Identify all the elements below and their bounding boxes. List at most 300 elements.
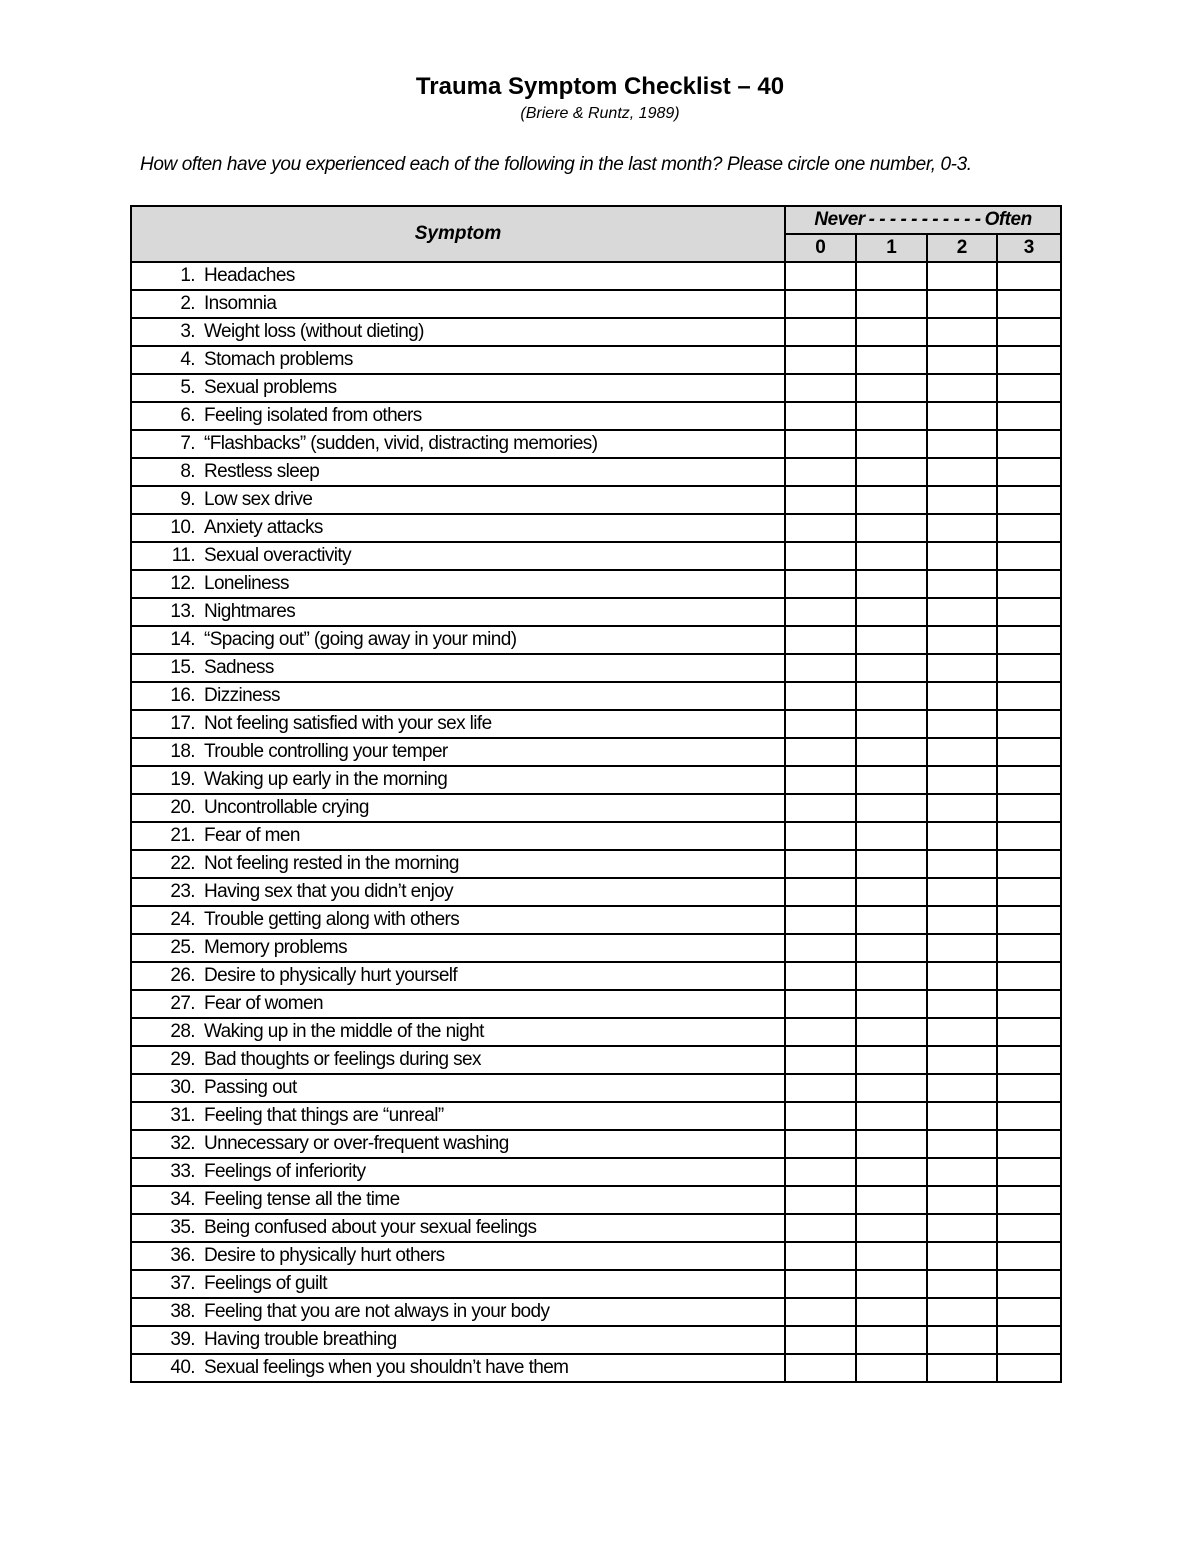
rating-cell-0[interactable] [785,822,856,850]
rating-cell-3[interactable] [997,1242,1061,1270]
symptom-cell [131,1102,785,1130]
item-number: 13. [170,601,195,622]
item-number: 22. [170,853,195,874]
rating-cell-1[interactable] [856,990,927,1018]
rating-cell-3[interactable] [997,934,1061,962]
table-row [131,1354,1061,1382]
symptom-cell [131,1214,785,1242]
symptom-cell [131,822,785,850]
symptom-cell [131,626,785,654]
table-row [131,1186,1061,1214]
symptom-cell [131,1046,785,1074]
rating-cell-1[interactable] [856,1018,927,1046]
item-text: Uncontrollable crying [204,797,369,818]
rating-cell-2[interactable] [927,262,997,290]
frequency-scale-header [785,206,1061,234]
rating-cell-2[interactable] [927,1214,997,1242]
item-number: 29. [170,1049,195,1070]
item-number: 6. [180,405,195,426]
rating-cell-3[interactable] [997,346,1061,374]
rating-cell-2[interactable] [927,682,997,710]
item-number: 32. [170,1133,195,1154]
rating-cell-2[interactable] [927,542,997,570]
symptom-cell [131,906,785,934]
rating-cell-3[interactable] [997,1074,1061,1102]
rating-cell-1[interactable] [856,1130,927,1158]
rating-cell-2[interactable] [927,766,997,794]
item-text: Desire to physically hurt yourself [204,965,458,986]
symptom-cell [131,542,785,570]
symptom-cell [131,682,785,710]
rating-cell-3[interactable] [997,1214,1061,1242]
rating-cell-2[interactable] [927,1354,997,1382]
rating-cell-3[interactable] [997,1130,1061,1158]
rating-cell-0[interactable] [785,1214,856,1242]
table-row [131,626,1061,654]
rating-cell-2[interactable] [927,710,997,738]
item-text: Fear of women [204,993,323,1014]
item-text: Being confused about your sexual feelings [204,1217,537,1238]
item-number: 30. [170,1077,195,1098]
rating-cell-0[interactable] [785,458,856,486]
rating-cell-1[interactable] [856,766,927,794]
rating-cell-2[interactable] [927,990,997,1018]
table-row [131,1102,1061,1130]
item-text: Sexual problems [204,377,337,398]
rating-cell-0[interactable] [785,318,856,346]
symptom-cell [131,962,785,990]
rating-cell-2[interactable] [927,1130,997,1158]
rating-header-3: 3 [997,234,1061,262]
table-row [131,542,1061,570]
table-row [131,766,1061,794]
rating-cell-2[interactable] [927,430,997,458]
rating-cell-2[interactable] [927,1298,997,1326]
symptom-cell [131,766,785,794]
rating-cell-3[interactable] [997,766,1061,794]
rating-cell-2[interactable] [927,1158,997,1186]
item-number: 9. [180,489,195,510]
item-number: 7. [180,433,195,454]
table-row [131,794,1061,822]
rating-cell-3[interactable] [997,990,1061,1018]
item-number: 34. [170,1189,195,1210]
symptom-cell [131,290,785,318]
item-text: “Flashbacks” (sudden, vivid, distracting memories) [204,433,598,454]
rating-cell-0[interactable] [785,1298,856,1326]
rating-cell-2[interactable] [927,822,997,850]
symptom-cell [131,738,785,766]
item-text: Dizziness [204,685,280,706]
item-number: 36. [170,1245,195,1266]
rating-cell-2[interactable] [927,402,997,430]
item-number: 16. [170,685,195,706]
rating-cell-0[interactable] [785,514,856,542]
item-text: Loneliness [204,573,289,594]
rating-cell-1[interactable] [856,318,927,346]
symptom-cell [131,598,785,626]
item-text: Feeling isolated from others [204,405,422,426]
rating-cell-0[interactable] [785,430,856,458]
item-text: Sexual feelings when you shouldn’t have them [204,1357,569,1378]
rating-cell-1[interactable] [856,1326,927,1354]
rating-cell-1[interactable] [856,822,927,850]
item-number: 19. [170,769,195,790]
symptom-cell [131,374,785,402]
item-text: Passing out [204,1077,297,1098]
rating-cell-1[interactable] [856,962,927,990]
symptom-cell [131,1242,785,1270]
table-row [131,990,1061,1018]
item-text: Anxiety attacks [204,517,323,538]
item-number: 15. [170,657,195,678]
rating-cell-1[interactable] [856,934,927,962]
item-number: 25. [170,937,195,958]
rating-cell-3[interactable] [997,850,1061,878]
table-row [131,598,1061,626]
rating-cell-2[interactable] [927,1046,997,1074]
rating-cell-0[interactable] [785,1158,856,1186]
item-number: 23. [170,881,195,902]
rating-cell-2[interactable] [927,934,997,962]
rating-cell-0[interactable] [785,374,856,402]
rating-cell-0[interactable] [785,1326,856,1354]
table-row [131,262,1061,290]
item-text: Not feeling satisfied with your sex life [204,713,492,734]
item-text: Trouble getting along with others [204,909,460,930]
rating-cell-2[interactable] [927,374,997,402]
rating-cell-2[interactable] [927,570,997,598]
rating-cell-3[interactable] [997,262,1061,290]
table-row [131,486,1061,514]
item-text: Stomach problems [204,349,353,370]
table-row [131,430,1061,458]
symptom-cell [131,262,785,290]
rating-cell-1[interactable] [856,346,927,374]
rating-cell-3[interactable] [997,1018,1061,1046]
rating-cell-3[interactable] [997,878,1061,906]
table-row [131,682,1061,710]
symptom-cell [131,346,785,374]
rating-cell-3[interactable] [997,1102,1061,1130]
rating-cell-1[interactable] [856,374,927,402]
rating-cell-1[interactable] [856,710,927,738]
rating-cell-0[interactable] [785,626,856,654]
rating-cell-0[interactable] [785,402,856,430]
rating-cell-1[interactable] [856,290,927,318]
scale-dashes: - - - - - - - - - - - [868,209,981,230]
item-text: “Spacing out” (going away in your mind) [204,629,517,650]
rating-cell-2[interactable] [927,458,997,486]
item-number: 40. [170,1357,195,1378]
item-number: 8. [180,461,195,482]
rating-cell-3[interactable] [997,402,1061,430]
rating-cell-1[interactable] [856,402,927,430]
rating-cell-0[interactable] [785,710,856,738]
symptom-column-header: Symptom [131,206,785,262]
rating-cell-2[interactable] [927,1074,997,1102]
rating-cell-3[interactable] [997,654,1061,682]
table-row [131,1074,1061,1102]
item-text: Headaches [204,265,295,286]
rating-cell-3[interactable] [997,1158,1061,1186]
rating-cell-3[interactable] [997,1354,1061,1382]
item-text: Insomnia [204,293,277,314]
rating-cell-1[interactable] [856,542,927,570]
rating-cell-1[interactable] [856,1354,927,1382]
rating-cell-3[interactable] [997,458,1061,486]
table-row [131,934,1061,962]
table-row [131,962,1061,990]
rating-cell-3[interactable] [997,514,1061,542]
rating-cell-3[interactable] [997,318,1061,346]
rating-cell-2[interactable] [927,878,997,906]
rating-cell-3[interactable] [997,290,1061,318]
rating-cell-0[interactable] [785,290,856,318]
item-number: 33. [170,1161,195,1182]
item-text: Waking up early in the morning [204,769,448,790]
rating-cell-1[interactable] [856,430,927,458]
rating-cell-1[interactable] [856,1102,927,1130]
symptom-cell [131,1130,785,1158]
rating-cell-1[interactable] [856,1046,927,1074]
rating-cell-3[interactable] [997,738,1061,766]
rating-cell-2[interactable] [927,1018,997,1046]
rating-cell-3[interactable] [997,822,1061,850]
item-number: 2. [180,293,195,314]
rating-cell-2[interactable] [927,486,997,514]
item-text: Sexual overactivity [204,545,352,566]
rating-cell-0[interactable] [785,1074,856,1102]
item-number: 4. [180,349,195,370]
item-number: 26. [170,965,195,986]
rating-cell-0[interactable] [785,850,856,878]
rating-cell-3[interactable] [997,906,1061,934]
table-row [131,402,1061,430]
rating-cell-3[interactable] [997,1046,1061,1074]
rating-cell-3[interactable] [997,962,1061,990]
item-text: Feeling that you are not always in your body [204,1301,550,1322]
rating-cell-2[interactable] [927,906,997,934]
item-text: Sadness [204,657,274,678]
rating-header-1: 1 [856,234,927,262]
rating-cell-2[interactable] [927,654,997,682]
item-text: Weight loss (without dieting) [204,321,424,342]
symptom-cell [131,710,785,738]
item-number: 38. [170,1301,195,1322]
rating-cell-0[interactable] [785,346,856,374]
symptom-cell [131,654,785,682]
table-row [131,1158,1061,1186]
scale-high-label: Often [984,209,1032,230]
rating-cell-2[interactable] [927,794,997,822]
rating-cell-2[interactable] [927,738,997,766]
rating-cell-1[interactable] [856,1270,927,1298]
table-row [131,822,1061,850]
rating-cell-0[interactable] [785,906,856,934]
rating-cell-0[interactable] [785,682,856,710]
symptom-cell [131,430,785,458]
table-row [131,1046,1061,1074]
rating-cell-3[interactable] [997,598,1061,626]
rating-cell-0[interactable] [785,654,856,682]
rating-cell-1[interactable] [856,486,927,514]
symptom-cell [131,402,785,430]
item-number: 31. [170,1105,195,1126]
rating-cell-1[interactable] [856,598,927,626]
rating-cell-2[interactable] [927,1186,997,1214]
item-number: 39. [170,1329,195,1350]
rating-cell-2[interactable] [927,1102,997,1130]
item-number: 1. [180,265,195,286]
table-row [131,1130,1061,1158]
rating-cell-0[interactable] [785,1186,856,1214]
rating-cell-1[interactable] [856,1242,927,1270]
rating-cell-0[interactable] [785,962,856,990]
rating-cell-0[interactable] [785,1130,856,1158]
table-row [131,1018,1061,1046]
rating-cell-0[interactable] [785,766,856,794]
table-row [131,318,1061,346]
rating-cell-0[interactable] [785,262,856,290]
rating-cell-1[interactable] [856,682,927,710]
rating-cell-3[interactable] [997,682,1061,710]
rating-cell-1[interactable] [856,1186,927,1214]
item-number: 37. [170,1273,195,1294]
rating-cell-3[interactable] [997,1326,1061,1354]
rating-cell-3[interactable] [997,374,1061,402]
symptom-cell [131,1354,785,1382]
symptom-cell [131,1074,785,1102]
rating-cell-1[interactable] [856,458,927,486]
header-row-scale [131,206,1061,234]
symptom-cell [131,1158,785,1186]
rating-cell-0[interactable] [785,1270,856,1298]
rating-cell-1[interactable] [856,906,927,934]
rating-cell-2[interactable] [927,626,997,654]
rating-cell-3[interactable] [997,1186,1061,1214]
rating-cell-3[interactable] [997,486,1061,514]
rating-cell-1[interactable] [856,570,927,598]
rating-cell-3[interactable] [997,710,1061,738]
rating-cell-1[interactable] [856,262,927,290]
symptom-cell [131,486,785,514]
item-text: Unnecessary or over-frequent washing [204,1133,509,1154]
rating-cell-0[interactable] [785,1046,856,1074]
rating-cell-1[interactable] [856,794,927,822]
symptom-checklist-table [130,205,1062,1383]
item-text: Having sex that you didn’t enjoy [204,881,454,902]
item-text: Feelings of inferiority [204,1161,366,1182]
table-row [131,654,1061,682]
scale-low-label: Never [814,209,865,230]
symptom-cell [131,1270,785,1298]
rating-cell-0[interactable] [785,486,856,514]
item-text: Restless sleep [204,461,320,482]
item-number: 5. [180,377,195,398]
rating-cell-2[interactable] [927,318,997,346]
table-row [131,710,1061,738]
table-row [131,850,1061,878]
rating-cell-0[interactable] [785,1354,856,1382]
symptom-cell [131,458,785,486]
instructions: How often have you experienced each of the following in the last month? Please circle one number, 0-3. [140,154,972,175]
symptom-cell [131,1186,785,1214]
rating-cell-0[interactable] [785,738,856,766]
rating-cell-0[interactable] [785,794,856,822]
symptom-cell [131,318,785,346]
rating-cell-0[interactable] [785,598,856,626]
rating-cell-1[interactable] [856,514,927,542]
table-row [131,1214,1061,1242]
rating-cell-3[interactable] [997,570,1061,598]
rating-cell-0[interactable] [785,570,856,598]
rating-cell-2[interactable] [927,1326,997,1354]
rating-cell-0[interactable] [785,934,856,962]
item-text: Having trouble breathing [204,1329,397,1350]
rating-cell-0[interactable] [785,990,856,1018]
symptom-cell [131,570,785,598]
item-number: 10. [170,517,195,538]
table-row [131,1270,1061,1298]
rating-cell-3[interactable] [997,542,1061,570]
rating-cell-1[interactable] [856,1158,927,1186]
item-number: 11. [171,545,195,566]
rating-cell-0[interactable] [785,1242,856,1270]
rating-cell-3[interactable] [997,794,1061,822]
item-text: Nightmares [204,601,296,622]
rating-cell-1[interactable] [856,738,927,766]
rating-cell-0[interactable] [785,1018,856,1046]
rating-cell-3[interactable] [997,1298,1061,1326]
rating-cell-1[interactable] [856,626,927,654]
citation: (Briere & Runtz, 1989) [520,105,680,122]
rating-cell-3[interactable] [997,626,1061,654]
rating-cell-2[interactable] [927,1242,997,1270]
item-number: 27. [170,993,195,1014]
rating-cell-1[interactable] [856,654,927,682]
item-number: 35. [170,1217,195,1238]
table-row [131,1298,1061,1326]
rating-cell-2[interactable] [927,962,997,990]
rating-cell-3[interactable] [997,1270,1061,1298]
table-row [131,1242,1061,1270]
rating-cell-0[interactable] [785,878,856,906]
rating-cell-1[interactable] [856,1074,927,1102]
rating-cell-1[interactable] [856,850,927,878]
rating-cell-2[interactable] [927,1270,997,1298]
rating-cell-2[interactable] [927,598,997,626]
symptom-cell [131,934,785,962]
rating-cell-0[interactable] [785,1102,856,1130]
rating-cell-2[interactable] [927,850,997,878]
rating-header-2: 2 [927,234,997,262]
item-number: 14. [170,629,195,650]
rating-cell-1[interactable] [856,878,927,906]
rating-cell-1[interactable] [856,1298,927,1326]
rating-cell-2[interactable] [927,346,997,374]
item-text: Not feeling rested in the morning [204,853,459,874]
symptom-cell [131,1298,785,1326]
rating-cell-3[interactable] [997,430,1061,458]
item-text: Desire to physically hurt others [204,1245,445,1266]
rating-cell-2[interactable] [927,290,997,318]
rating-cell-2[interactable] [927,514,997,542]
rating-cell-0[interactable] [785,542,856,570]
table-row [131,570,1061,598]
item-number: 20. [170,797,195,818]
rating-cell-1[interactable] [856,1214,927,1242]
